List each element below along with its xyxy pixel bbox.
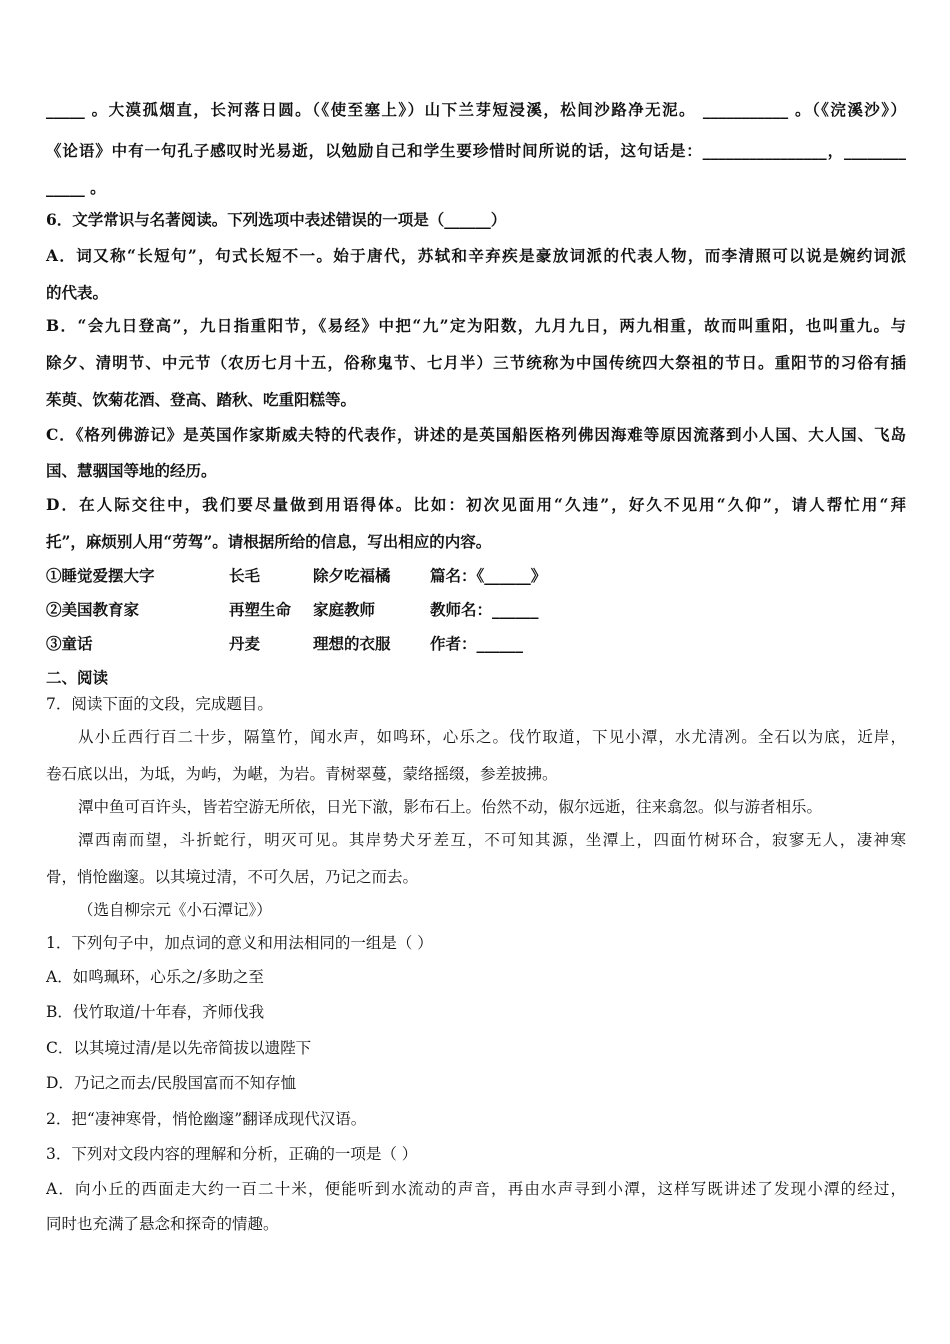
choice-a: A．如鸣珮环，心乐之/多助之至	[46, 968, 264, 986]
section-heading: 二、阅读	[46, 668, 109, 687]
sub-question-3: 3．下列对文段内容的理解和分析，正确的一项是（ ）	[46, 1145, 418, 1163]
table-cell: ①睡觉爱摆大字	[46, 566, 155, 585]
passage-line: 潭西南而望，斗折蛇行，明灭可见。其岸势犬牙差互，不可知其源，坐潭上，四面竹树环合，寂寥无人，凄神寒	[78, 831, 906, 849]
info-table-row	[46, 634, 906, 654]
table-cell: 作者：______	[430, 634, 524, 653]
option-a-line: 的代表。	[46, 283, 109, 302]
passage-line: 从小丘西行百二十步，隔篁竹，闻水声，如鸣环，心乐之。伐竹取道，下见小潭，水尤清冽。全石以为底，近岸，	[78, 728, 906, 746]
text-line: 《论语》中有一句孔子感叹时光易逝，以勉励自己和学生要珍惜时间所说的话，这句话是：________________，________	[46, 141, 906, 160]
option-c-line: C．《格列佛游记》是英国作家斯威夫特的代表作，讲述的是英国船医格列佛因海难等原因流落到小人国、大人国、飞岛	[46, 425, 906, 444]
table-cell: 理想的衣服	[313, 634, 391, 653]
option-b-line: 除夕、清明节、中元节（农历七月十五，俗称鬼节、七月半）三节统称为中国传统四大祭祖的节日。重阳节的习俗有插	[46, 353, 906, 372]
table-cell: 篇名：《______》	[430, 566, 547, 585]
option-d-line: D．在人际交往中，我们要尽量做到用语得体。比如：初次见面用“久违”，好久不见用“久仰”，请人帮忙用“拜	[46, 495, 906, 514]
choice-a: 同时也充满了悬念和探奇的情趣。	[46, 1215, 279, 1233]
table-cell: 家庭教师	[313, 600, 376, 619]
info-table-row	[46, 600, 906, 620]
table-cell: 除夕吃福橘	[313, 566, 391, 585]
choice-a: A．向小丘的西面走大约一百二十米，便能听到水流动的声音，再由水声寻到小潭，这样写既讲述了发现小潭的经过，	[46, 1180, 906, 1198]
sub-question-2: 2．把“凄神寒骨，悄怆幽邃”翻译成现代汉语。	[46, 1110, 367, 1128]
option-c-line: 国、慧骃国等地的经历。	[46, 461, 217, 480]
table-cell: ②美国教育家	[46, 600, 140, 619]
choice-c: C．以其境过清/是以先帝简拔以遗陛下	[46, 1039, 312, 1057]
table-cell: 教师名：______	[430, 600, 539, 619]
option-d-line: 托”，麻烦别人用“劳驾”。请根据所给的信息，写出相应的内容。	[46, 532, 492, 551]
option-b-line: 茱萸、饮菊花酒、登高、踏秋、吃重阳糕等。	[46, 390, 357, 409]
choice-b: B．伐竹取道/十年春，齐师伐我	[46, 1003, 265, 1021]
question-6-title: 6．文学常识与名著阅读。下列选项中表述错误的一项是（______）	[46, 210, 507, 229]
table-cell: ③童话	[46, 634, 93, 653]
passage-source: （选自柳宗元《小石潭记》）	[78, 901, 272, 919]
table-cell: 丹麦	[229, 634, 261, 653]
sub-question-1: 1．下列句子中，加点词的意义和用法相同的一组是（ ）	[46, 934, 433, 952]
option-b-line: B．“会九日登高”，九日指重阳节，《易经》中把“九”定为阳数，九月九日，两九相重，故而叫重阳，也叫重九。与	[46, 316, 906, 335]
passage-line: 卷石底以出，为坻，为屿，为嵁，为岩。青树翠蔓，蒙络摇缀，参差披拂。	[46, 765, 558, 783]
choice-d: D．乃记之而去/民殷国富而不知存恤	[46, 1074, 297, 1092]
table-cell: 长毛	[229, 566, 261, 585]
text-line: _____ 。大漠孤烟直，长河落日圆。（《使至塞上》）山下兰芽短浸溪，松间沙路净无泥。 ___________ 。（《浣溪沙》）	[46, 100, 906, 119]
passage-line: 潭中鱼可百许头，皆若空游无所依，日光下澈，影布石上。佁然不动，俶尔远逝，往来翕忽。似与游者相乐。	[78, 798, 823, 816]
text-line: _____ 。	[46, 178, 106, 197]
info-table-row	[46, 566, 906, 586]
question-7-title: 7．阅读下面的文段，完成题目。	[46, 695, 273, 713]
option-a-line: A．词又称“长短句”，句式长短不一。始于唐代，苏轼和辛弃疾是豪放词派的代表人物，而李清照可以说是婉约词派	[46, 246, 906, 265]
passage-line: 骨，悄怆幽邃。以其境过清，不可久居，乃记之而去。	[46, 868, 419, 886]
table-cell: 再塑生命	[229, 600, 292, 619]
